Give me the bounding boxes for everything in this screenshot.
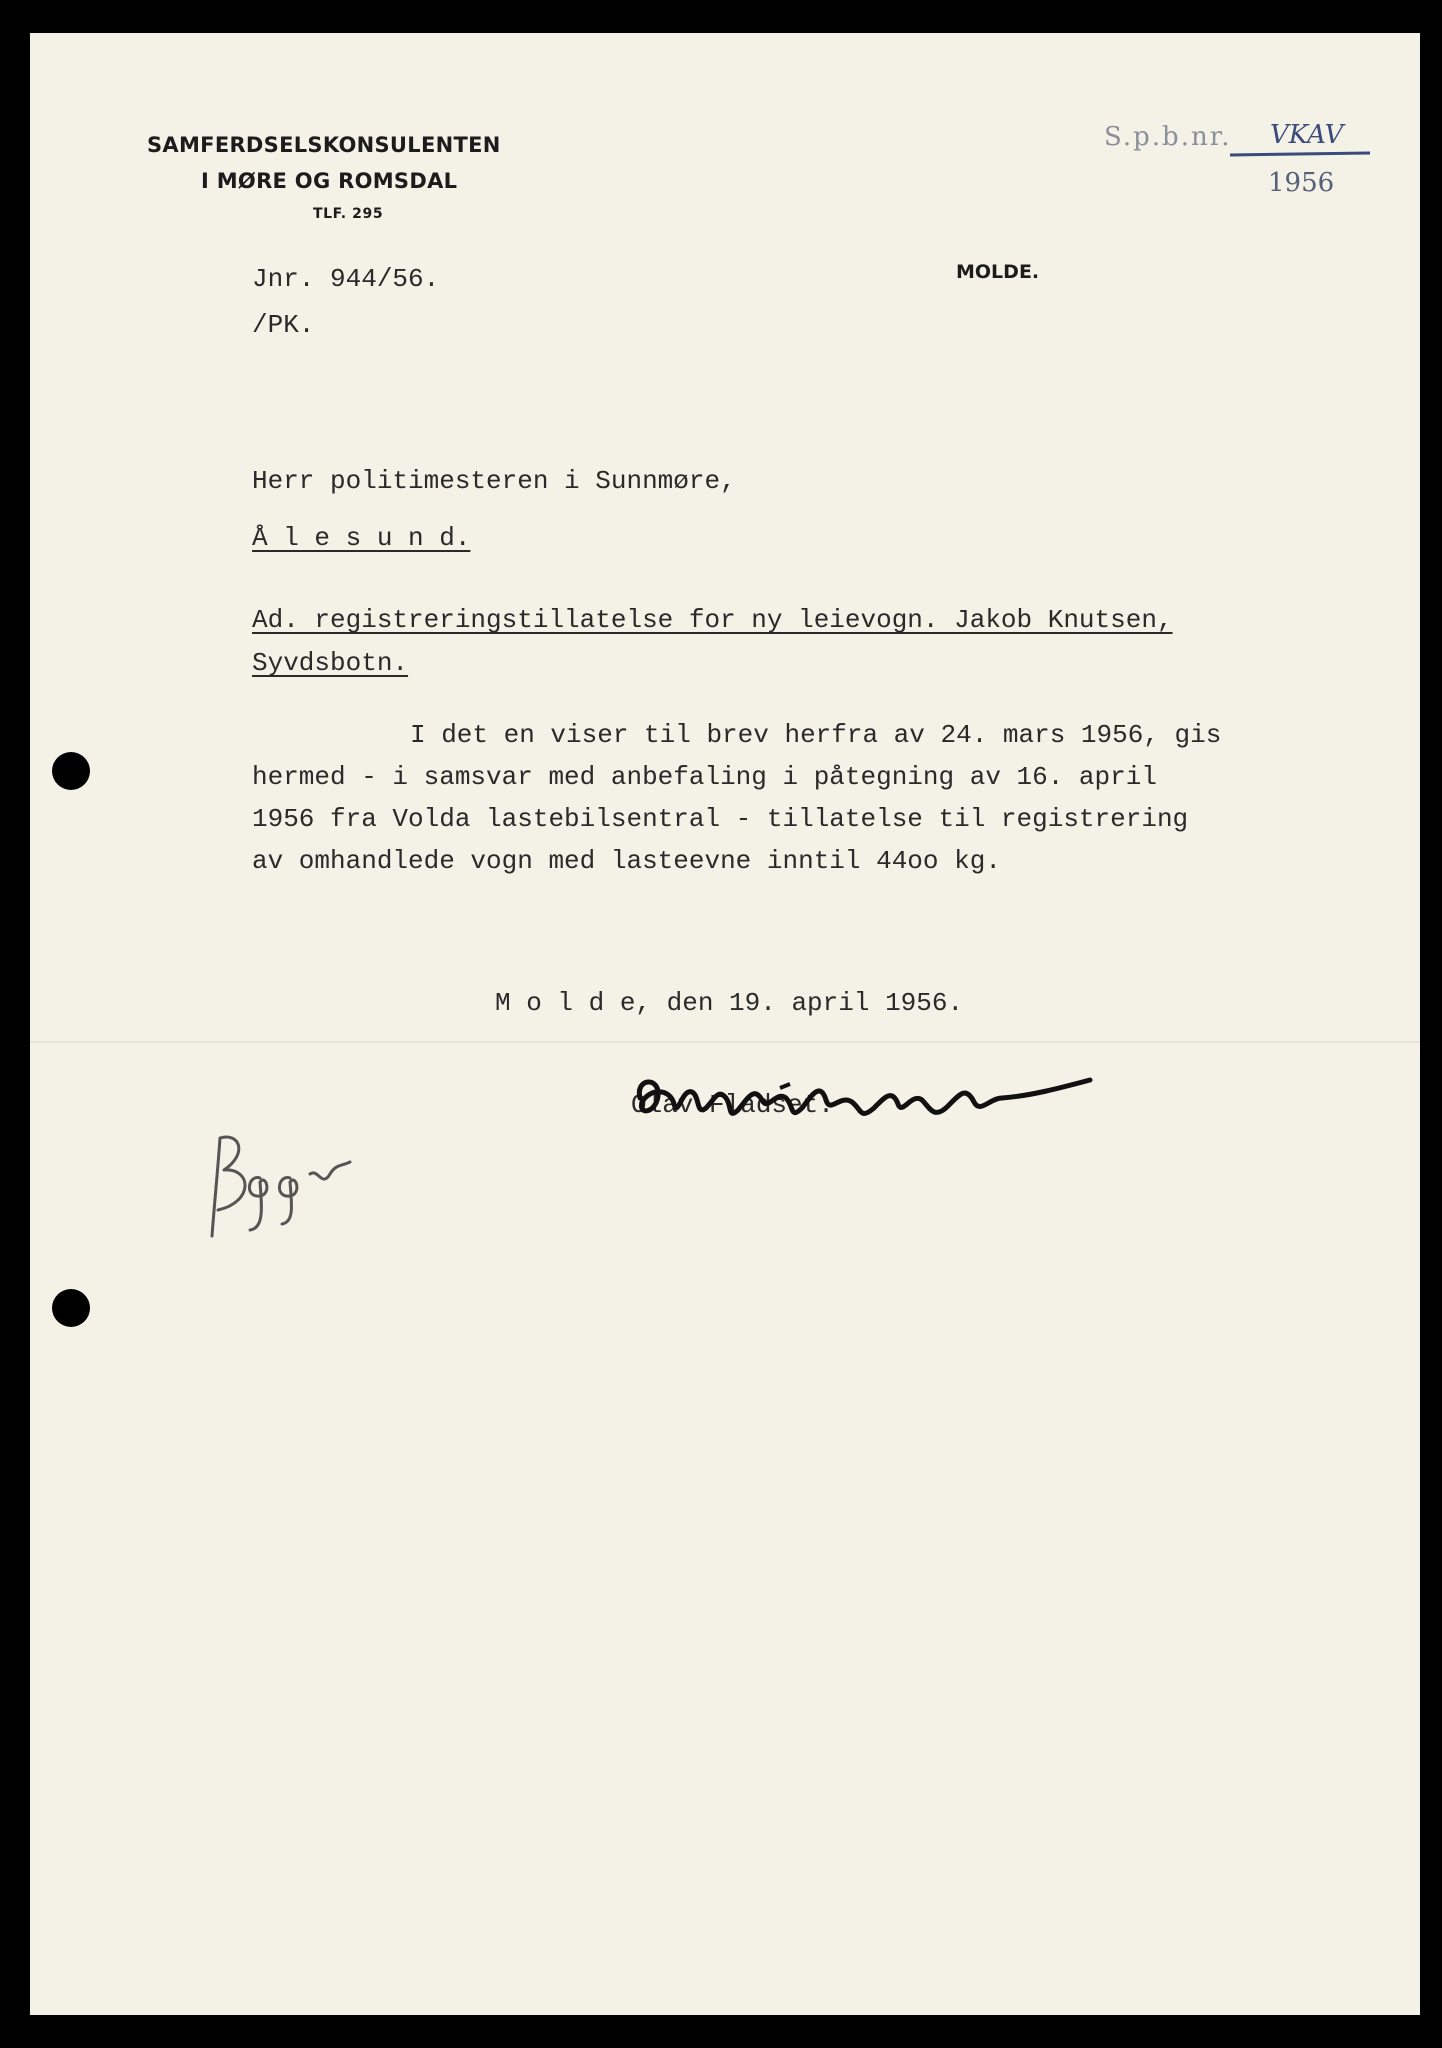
letterhead-org: SAMFERDSELSKONSULENTEN bbox=[147, 133, 501, 157]
handwritten-signature bbox=[630, 1058, 1100, 1148]
stamp-year: 1956 bbox=[1268, 168, 1335, 198]
punch-hole-upper bbox=[52, 752, 90, 790]
letterhead-city: MOLDE. bbox=[956, 261, 1040, 283]
reference-initials: /PK. bbox=[252, 310, 315, 340]
stamp-prefix: S.p.b.nr. bbox=[1104, 122, 1232, 152]
body-line-1: I det en viser til brev herfra av 24. mars 1956, gis bbox=[410, 720, 1222, 750]
body-line-4: av omhandlede vogn med lasteevne inntil 44oo kg. bbox=[252, 846, 1001, 876]
letterhead-region: I MØRE OG ROMSDAL bbox=[201, 169, 458, 193]
letter-page bbox=[30, 33, 1420, 2015]
body-line-2: hermed - i samsvar med anbefaling i påtegning av 16. april bbox=[252, 762, 1157, 792]
signatory-name: Olav Fladset. bbox=[631, 1090, 834, 1120]
journal-number: Jnr. 944/56. bbox=[252, 264, 440, 294]
handwritten-initials bbox=[190, 1118, 370, 1248]
dateline: M o l d e, den 19. april 1956. bbox=[495, 988, 964, 1018]
punch-hole-lower bbox=[52, 1289, 90, 1327]
recipient-city: Å l e s u n d. bbox=[252, 523, 471, 553]
received-stamp bbox=[1080, 91, 1380, 211]
fold-line bbox=[30, 1041, 1420, 1043]
recipient-name: Herr politimesteren i Sunnmøre, bbox=[252, 466, 736, 496]
subject-line-1: Ad. registreringstillatelse for ny leievogn. Jakob Knutsen, bbox=[252, 605, 1173, 635]
letterhead-phone: TLF. 295 bbox=[313, 206, 384, 222]
body-line-3: 1956 fra Volda lastebilsentral - tillatelse til registrering bbox=[252, 804, 1189, 834]
subject-line-2: Syvdsbotn. bbox=[252, 648, 409, 678]
stamp-number: VKAV bbox=[1270, 120, 1344, 150]
